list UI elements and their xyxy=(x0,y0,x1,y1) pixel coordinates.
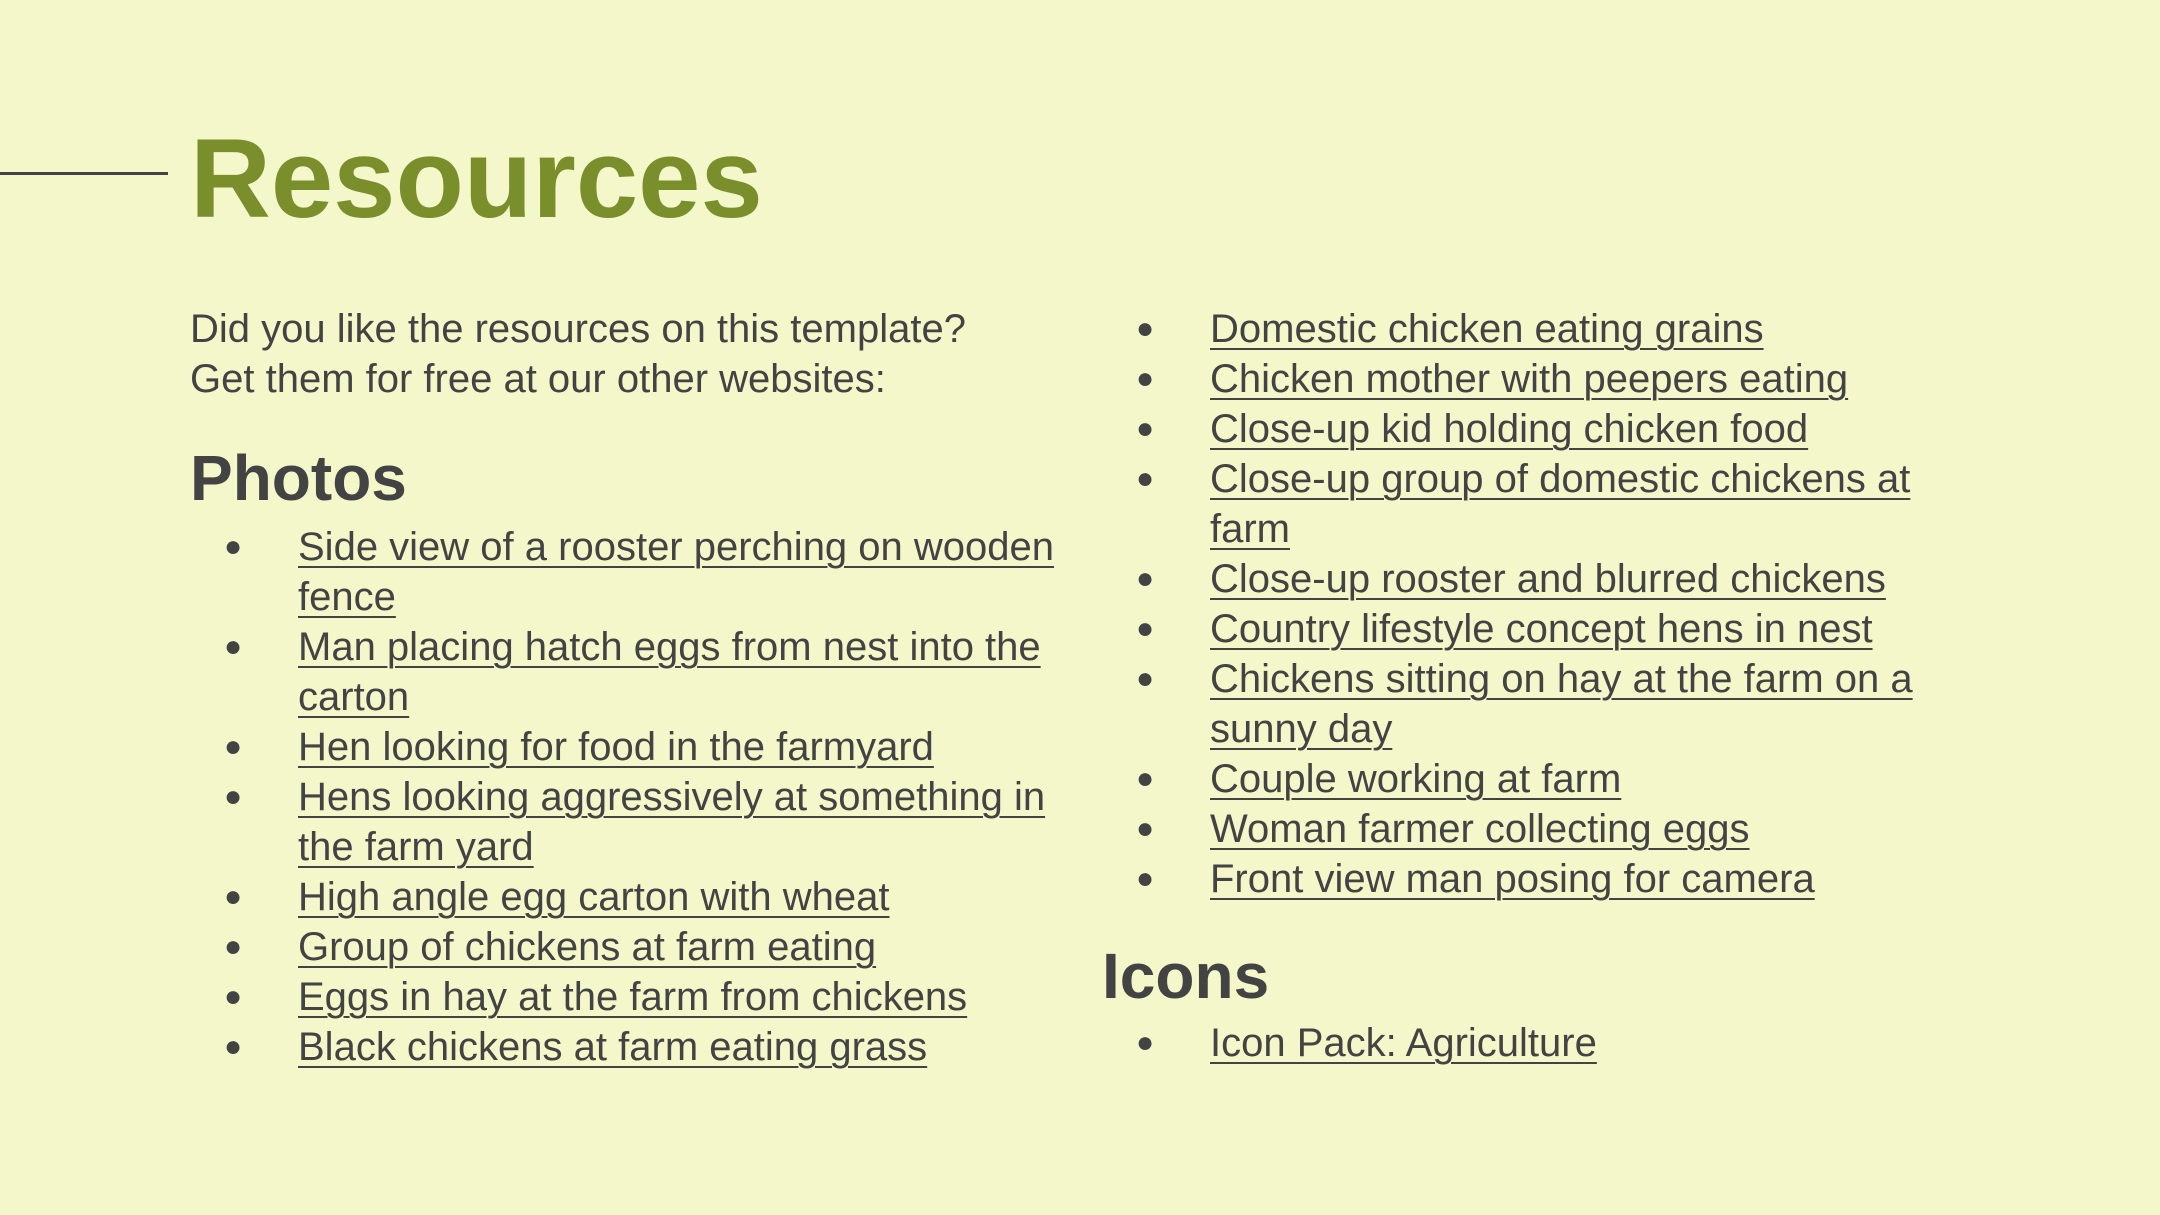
page-title: Resources xyxy=(190,116,763,241)
photo-link[interactable]: Chicken mother with peepers eating xyxy=(1210,357,1849,401)
left-column xyxy=(190,304,1070,1072)
title-accent-line xyxy=(0,172,168,175)
icons-list xyxy=(1102,1018,2002,1068)
photo-link[interactable]: High angle egg carton with wheat xyxy=(298,875,890,919)
list-item xyxy=(190,1022,1078,1072)
icon-pack-link[interactable]: Icon Pack: Agriculture xyxy=(1210,1021,1597,1065)
icons-heading: Icons xyxy=(1102,940,1270,1012)
photo-link[interactable]: Front view man posing for camera xyxy=(1210,857,1815,901)
list-item xyxy=(1102,804,1970,854)
photo-link[interactable]: Group of chickens at farm eating xyxy=(298,925,877,969)
bullet-icon: ● xyxy=(224,780,243,813)
photo-link[interactable]: Couple working at farm xyxy=(1210,757,1622,801)
photo-link[interactable]: Man placing hatch eggs from nest into the carton xyxy=(298,625,1041,719)
bullet-icon: ● xyxy=(1136,612,1155,645)
bullet-icon: ● xyxy=(1136,412,1155,445)
photo-link[interactable]: Hens looking aggressively at something in the farm yard xyxy=(298,775,1046,869)
list-item xyxy=(1102,354,1970,404)
list-item xyxy=(1102,654,1970,754)
photo-link[interactable]: Domestic chicken eating grains xyxy=(1210,307,1764,351)
photo-link[interactable]: Black chickens at farm eating grass xyxy=(298,1025,928,1069)
right-column xyxy=(1102,304,2002,1068)
list-item xyxy=(190,872,1078,922)
bullet-icon: ● xyxy=(1136,812,1155,845)
bullet-icon: ● xyxy=(1136,662,1155,695)
bullet-icon: ● xyxy=(1136,562,1155,595)
photo-link[interactable]: Hen looking for food in the farmyard xyxy=(298,725,934,769)
bullet-icon: ● xyxy=(224,980,243,1013)
photo-link[interactable]: Eggs in hay at the farm from chickens xyxy=(298,975,968,1019)
list-item xyxy=(1102,404,1970,454)
bullet-icon: ● xyxy=(224,1030,243,1063)
bullet-icon: ● xyxy=(224,880,243,913)
photos-list-left xyxy=(190,522,1070,1072)
photo-link[interactable]: Side view of a rooster perching on wooden fence xyxy=(298,525,1055,619)
bullet-icon: ● xyxy=(224,930,243,963)
bullet-icon: ● xyxy=(1136,762,1155,795)
photos-heading: Photos xyxy=(190,442,407,514)
list-item xyxy=(1102,854,1970,904)
intro-line-1: Did you like the resources on this template? xyxy=(190,307,966,351)
intro-text xyxy=(190,304,1070,404)
bullet-icon: ● xyxy=(1136,362,1155,395)
list-item xyxy=(1102,554,1970,604)
bullet-icon: ● xyxy=(224,730,243,763)
photo-link[interactable]: Close-up rooster and blurred chickens xyxy=(1210,557,1886,601)
list-item xyxy=(1102,754,1970,804)
photo-link[interactable]: Chickens sitting on hay at the farm on a sunny day xyxy=(1210,657,1913,751)
list-item xyxy=(190,972,1078,1022)
bullet-icon: ● xyxy=(1136,1026,1155,1059)
bullet-icon: ● xyxy=(224,630,243,663)
photo-link[interactable]: Close-up kid holding chicken food xyxy=(1210,407,1809,451)
list-item xyxy=(1102,604,1970,654)
photo-link[interactable]: Close-up group of domestic chickens at farm xyxy=(1210,457,1911,551)
photo-link[interactable]: Woman farmer collecting eggs xyxy=(1210,807,1750,851)
list-item xyxy=(190,772,1078,872)
list-item xyxy=(190,722,1078,772)
bullet-icon: ● xyxy=(1136,462,1155,495)
list-item xyxy=(190,622,1078,722)
bullet-icon: ● xyxy=(224,530,243,563)
list-item xyxy=(1102,1018,1970,1068)
list-item xyxy=(190,522,1078,622)
photo-link[interactable]: Country lifestyle concept hens in nest xyxy=(1210,607,1873,651)
bullet-icon: ● xyxy=(1136,312,1155,345)
bullet-icon: ● xyxy=(1136,862,1155,895)
list-item xyxy=(190,922,1078,972)
intro-line-2: Get them for free at our other websites: xyxy=(190,357,886,401)
list-item xyxy=(1102,304,1970,354)
photos-list-right xyxy=(1102,304,2002,904)
list-item xyxy=(1102,454,1970,554)
